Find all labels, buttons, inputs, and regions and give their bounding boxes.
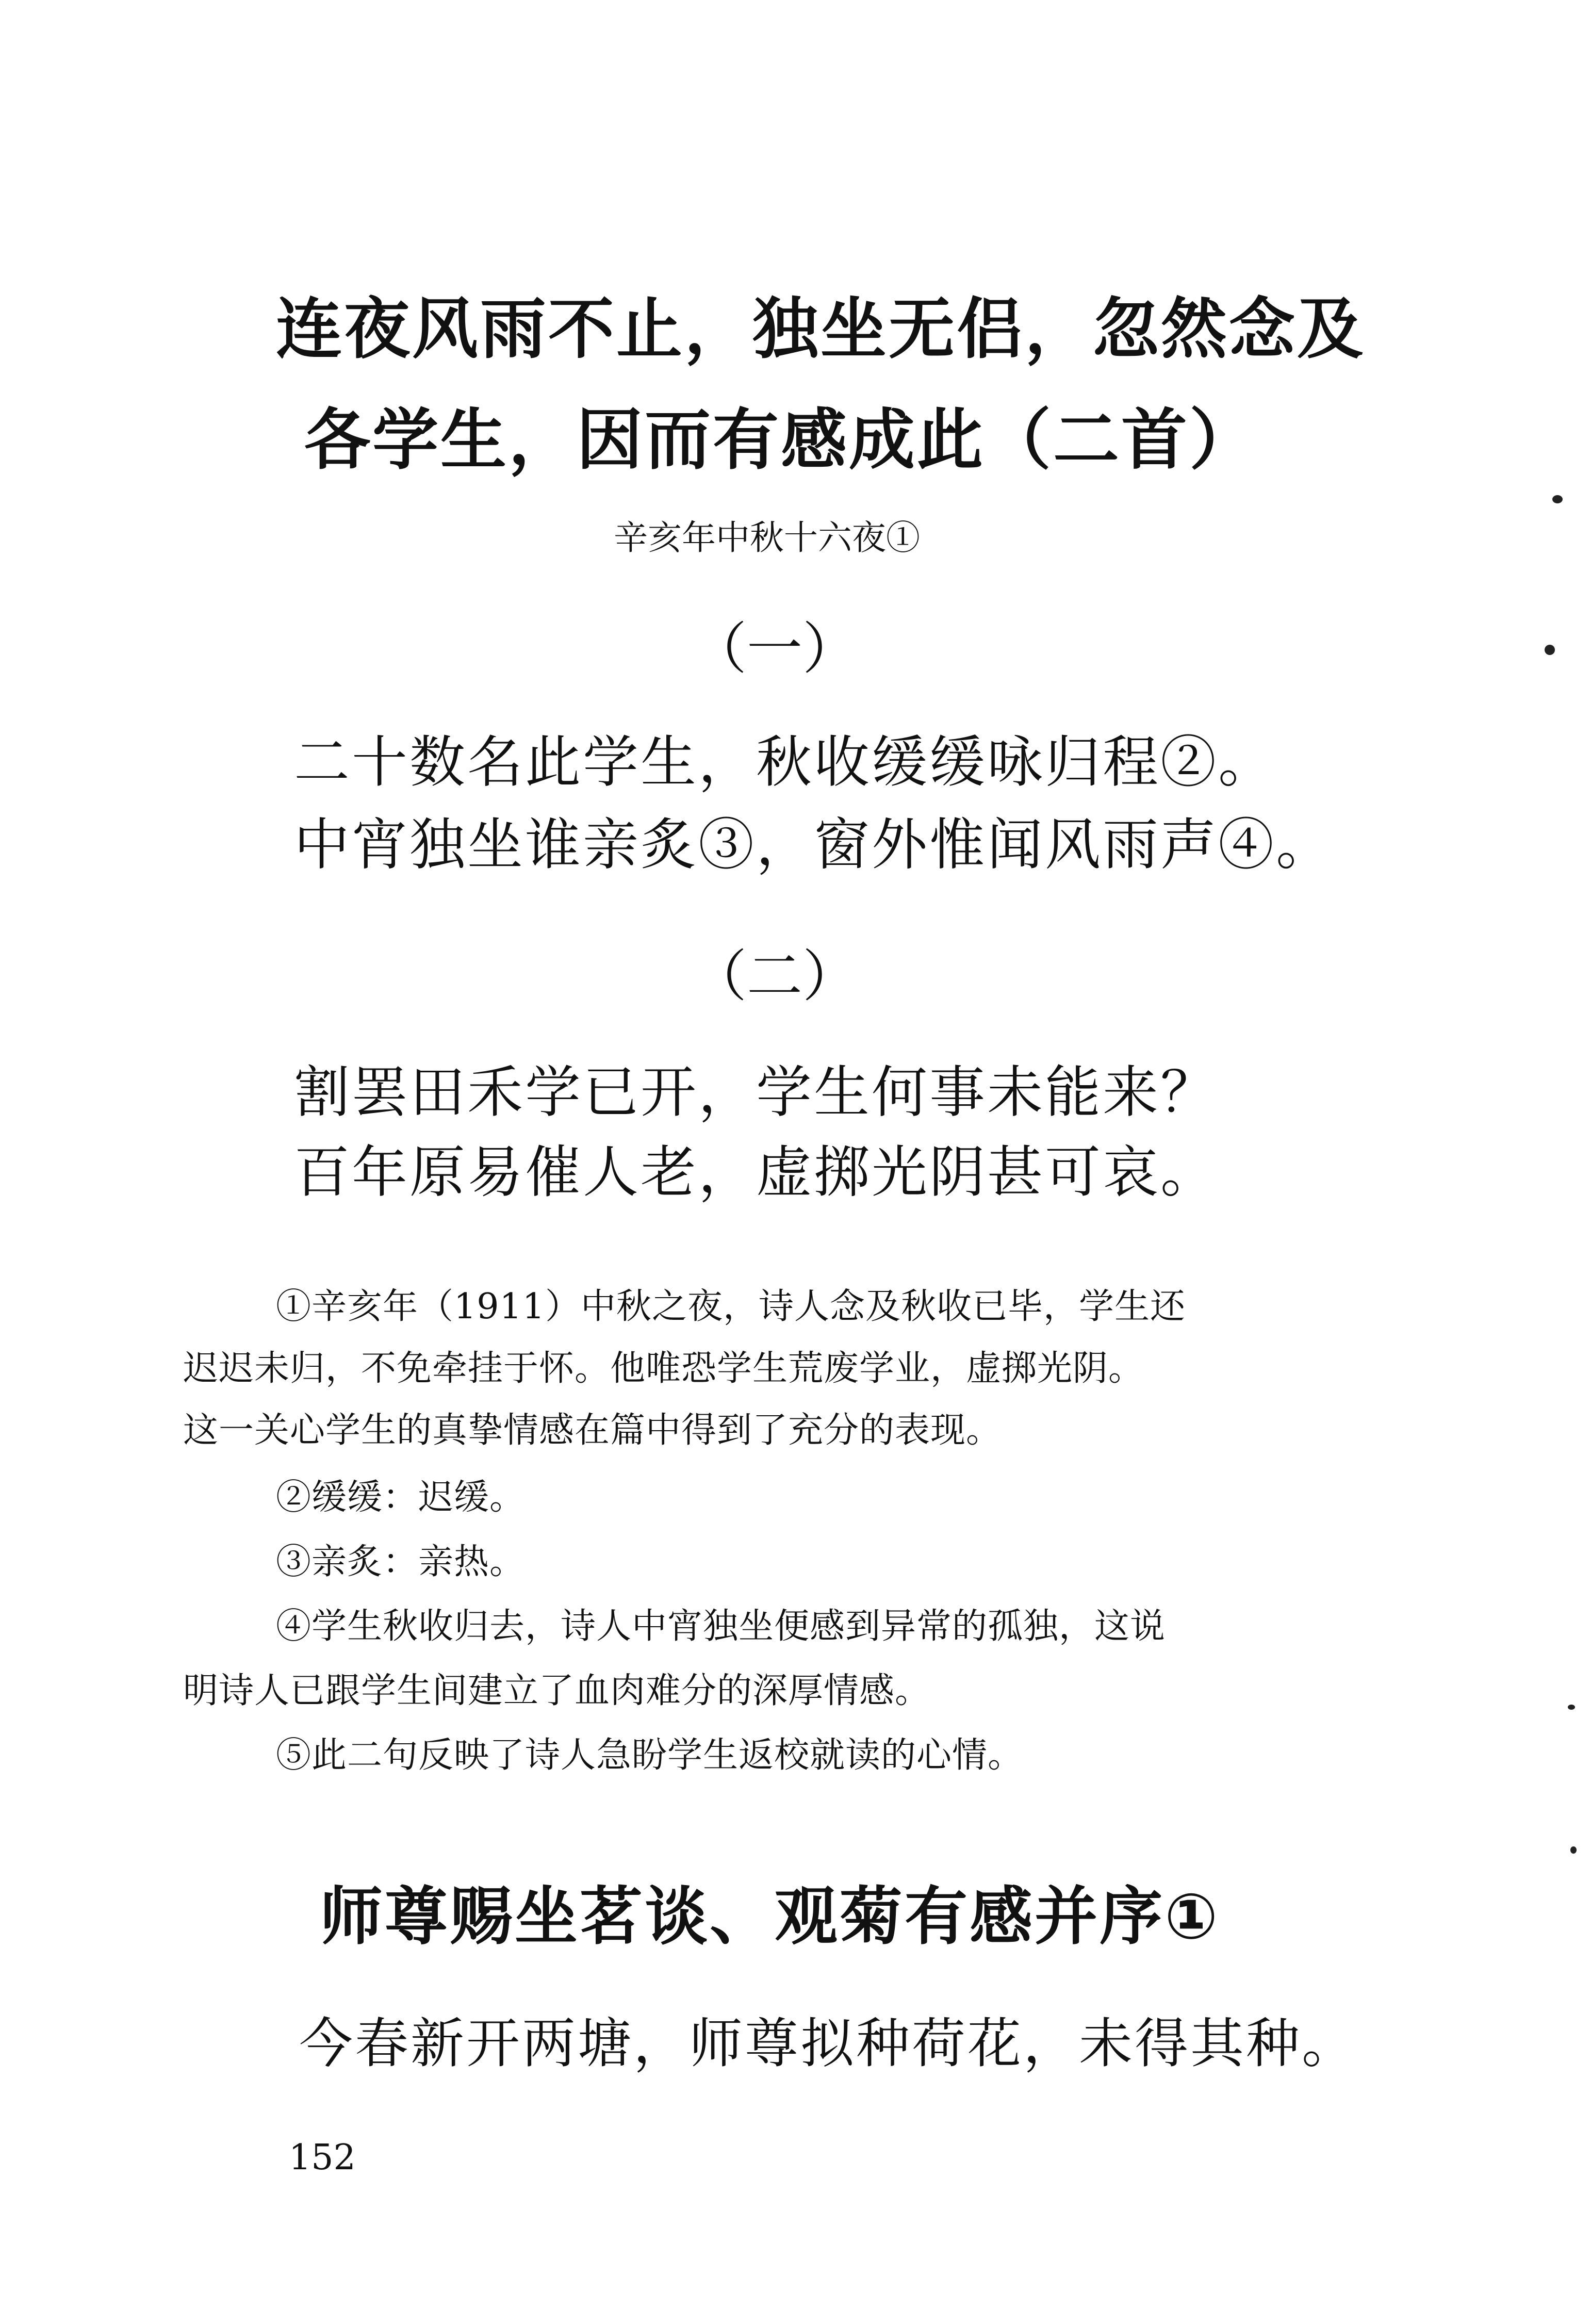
scan-speck (1552, 495, 1563, 503)
section-two-label: （二） (691, 944, 859, 1009)
section-one-line2: 中宵独坐谁亲炙③，窗外惟闻风雨声④。 (294, 813, 1334, 877)
note-5: ⑤此二句反映了诗人急盼学生返校就读的心情。 (276, 1735, 1024, 1776)
poem2-prose-line1: 今春新开两塘，师尊拟种荷花，未得其种。 (299, 2012, 1358, 2075)
poem2-title: 师尊赐坐茗谈、观菊有感并序① (320, 1880, 1220, 1953)
note-1-line2: 迟迟未归，不免牵挂于怀。他唯恐学生荒废学业，虚掷光阴。 (183, 1348, 1144, 1389)
section-one-label: （一） (691, 617, 859, 681)
section-two-line2: 百年原易催人老，虚掷光阴甚可哀。 (294, 1140, 1219, 1205)
poem1-subtitle: 辛亥年中秋十六夜① (614, 518, 920, 558)
poem1-title-line2: 各学生，因而有感成此（二首） (304, 402, 1258, 479)
note-4-line1: ④学生秋收归去，诗人中宵独坐便感到异常的孤独，这说 (276, 1606, 1166, 1647)
poem1-title-line1: 连夜风雨不止，独坐无侣，忽然念及 (276, 291, 1366, 368)
scan-speck (1545, 645, 1555, 655)
note-1-line1: ①辛亥年（1911）中秋之夜，诗人念及秋收已毕，学生还 (276, 1286, 1186, 1327)
scan-speck (1570, 1846, 1577, 1854)
page-number: 152 (289, 2137, 356, 2178)
note-4-line2: 明诗人已跟学生间建立了血肉难分的深厚情感。 (183, 1671, 931, 1711)
note-2: ②缓缓：迟缓。 (276, 1477, 526, 1518)
note-3: ③亲炙：亲热。 (276, 1542, 526, 1582)
section-two-line1: 割罢田禾学已开，学生何事未能来？ (294, 1060, 1219, 1125)
scan-speck (1568, 1705, 1575, 1710)
note-1-line3: 这一关心学生的真挚情感在篇中得到了充分的表现。 (183, 1410, 1002, 1451)
section-one-line1: 二十数名此学生，秋收缓缓咏归程②。 (294, 730, 1276, 795)
